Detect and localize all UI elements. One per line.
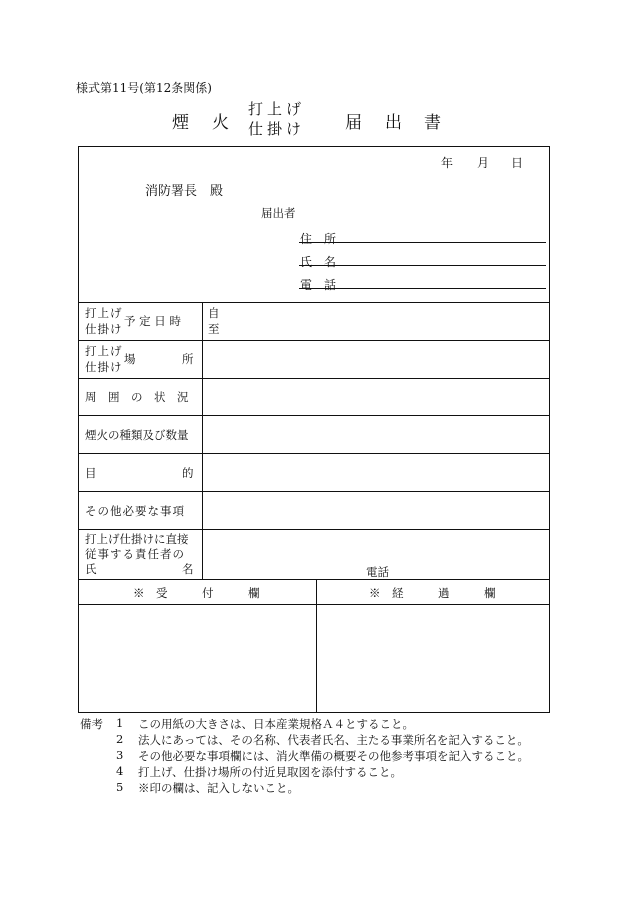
note-text: ※印の欄は、記入しないこと。: [138, 781, 299, 795]
note-text: この用紙の大きさは、日本産業規格Ａ４とすること。: [138, 717, 414, 731]
row-divider: [79, 579, 549, 580]
person-label-line1: 打上げ仕掛けに直接: [85, 532, 189, 546]
note-number: 4: [116, 764, 124, 778]
date-day-label: 日: [511, 156, 524, 170]
purpose-label-a: 目: [85, 466, 97, 480]
name-field[interactable]: [299, 265, 546, 266]
row-divider: [79, 378, 549, 379]
row-divider: [79, 491, 549, 492]
fireworks-label: 煙火の種類及び数量: [85, 428, 189, 442]
title-sub-top: 打上げ: [248, 100, 306, 118]
form-table: [78, 146, 550, 713]
person-label-line3-a: 氏: [85, 562, 97, 576]
address-label: 住 所: [300, 232, 337, 246]
schedule-label: 予 定 日 時: [124, 314, 181, 328]
note-number: 1: [116, 716, 124, 730]
column-divider: [202, 302, 203, 579]
place-prefix-bottom: 仕掛け: [85, 360, 123, 374]
name-label: 氏 名: [300, 255, 337, 269]
schedule-prefix-bottom: 仕掛け: [85, 322, 123, 336]
place-prefix-top: 打上げ: [85, 344, 123, 358]
row-divider: [79, 302, 549, 303]
applicant-label: 届出者: [261, 206, 296, 220]
note-number: 5: [116, 780, 124, 794]
schedule-to-label: 至: [208, 322, 220, 336]
other-label: その他必要な事項: [85, 504, 185, 518]
place-label-a: 場: [124, 352, 136, 366]
place-label-b: 所: [182, 352, 194, 366]
row-divider: [79, 604, 549, 605]
date-year-label: 年: [441, 156, 454, 170]
phone-label: 電 話: [300, 278, 337, 292]
schedule-prefix-top: 打上げ: [85, 306, 123, 320]
progress-column-header: ※ 経 過 欄: [369, 586, 496, 600]
note-number: 3: [116, 748, 124, 762]
purpose-label-b: 的: [182, 466, 194, 480]
reception-column-header: ※ 受 付 欄: [133, 586, 260, 600]
note-number: 2: [116, 732, 124, 746]
document-title: [0, 98, 630, 138]
title-char: 出: [385, 113, 402, 133]
title-sub-bottom: 仕掛け: [248, 120, 306, 138]
schedule-from-label: 自: [208, 306, 220, 320]
phone-field[interactable]: [299, 288, 546, 289]
note-text: その他必要な事項欄には、消火準備の概要その他参考事項を記入すること。: [138, 749, 529, 763]
date-month-label: 月: [477, 156, 490, 170]
row-divider: [79, 453, 549, 454]
note-text: 打上げ、仕掛け場所の付近見取図を添付すること。: [138, 765, 403, 779]
column-divider: [316, 579, 317, 712]
note-text: 法人にあっては、その名称、代表者氏名、主たる事業所名を記入すること。: [138, 733, 529, 747]
title-char: 煙: [172, 113, 189, 133]
row-divider: [79, 415, 549, 416]
row-divider: [79, 529, 549, 530]
person-label-line2: 従事する責任者の: [85, 547, 185, 561]
title-char: 届: [345, 113, 362, 133]
row-divider: [79, 340, 549, 341]
person-phone-label: 電話: [366, 565, 389, 579]
addressee-label: 消防署長 殿: [145, 184, 224, 199]
title-char: 火: [212, 113, 229, 133]
form-number-label: 様式第11号(第12条関係): [76, 81, 212, 95]
address-field[interactable]: [299, 242, 546, 243]
surroundings-label: 周 囲 の 状 況: [85, 390, 189, 404]
notes-heading: 備考: [80, 717, 103, 731]
person-label-line3-b: 名: [182, 562, 194, 576]
title-char: 書: [424, 113, 441, 133]
